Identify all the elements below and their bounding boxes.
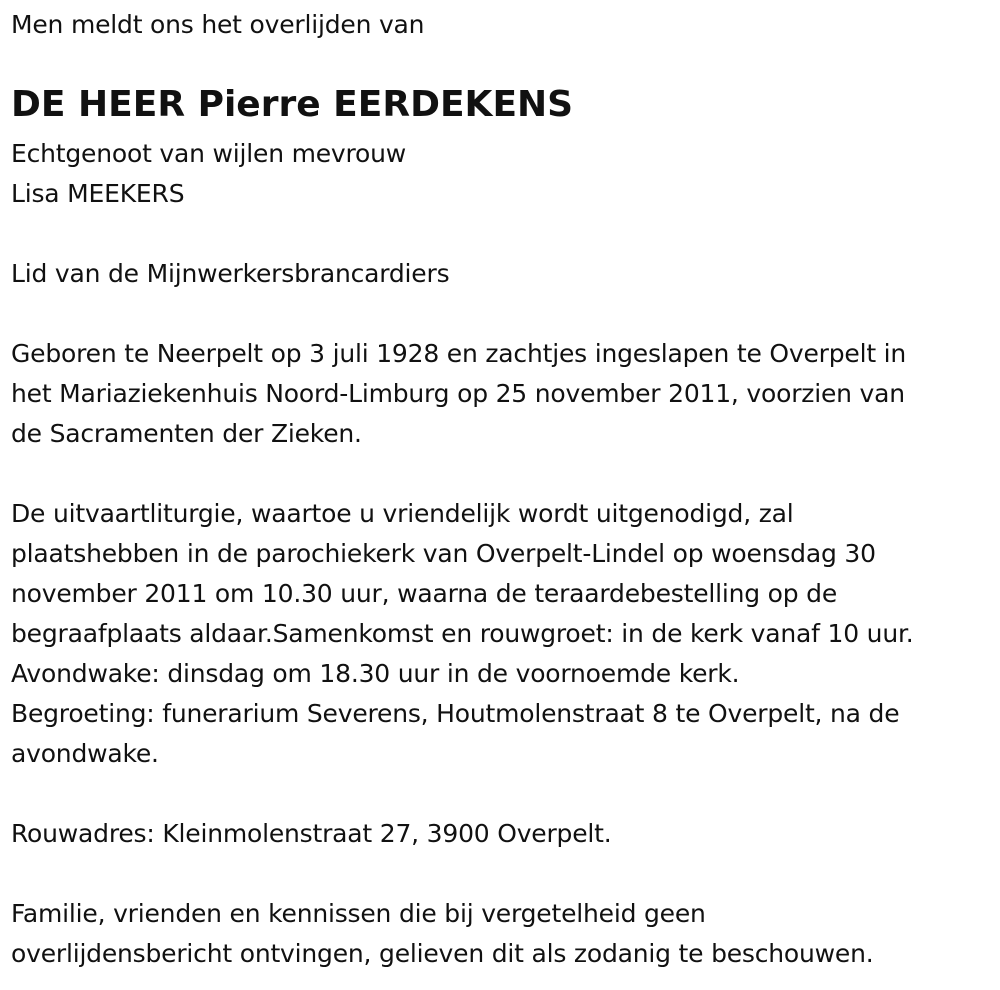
paragraph-line: plaatshebben in de parochiekerk van Overpelt-Lindel op woensdag 30 bbox=[11, 539, 876, 568]
paragraph-line: Avondwake: dinsdag om 18.30 uur in de voornoemde kerk. bbox=[11, 659, 740, 688]
paragraph-line: overlijdensbericht ontvingen, gelieven dit als zodanig te beschouwen. bbox=[11, 939, 874, 968]
spouse-block bbox=[11, 134, 406, 214]
membership-text: Lid van de Mijnwerkersbrancardiers bbox=[11, 259, 450, 288]
paragraph-line: het Mariaziekenhuis Noord-Limburg op 25 november 2011, voorzien van bbox=[11, 379, 905, 408]
paragraph-line: de Sacramenten der Zieken. bbox=[11, 419, 362, 448]
paragraph-line: begraafplaats aldaar.Samenkomst en rouwgroet: in de kerk vanaf 10 uur. bbox=[11, 619, 914, 648]
spouse-line: Echtgenoot van wijlen mevrouw bbox=[11, 139, 407, 168]
paragraph-line: De uitvaartliturgie, waartoe u vriendelijk wordt uitgenodigd, zal bbox=[11, 499, 794, 528]
membership-block bbox=[11, 254, 449, 294]
spouse-name: Lisa MEEKERS bbox=[11, 179, 185, 208]
deceased-name: DE HEER Pierre EERDEKENS bbox=[11, 84, 574, 125]
address-block bbox=[11, 814, 612, 854]
birth-death-paragraph bbox=[11, 334, 906, 454]
paragraph-line: avondwake. bbox=[11, 739, 159, 768]
paragraph-line: Begroeting: funerarium Severens, Houtmolenstraat 8 te Overpelt, na de bbox=[11, 699, 900, 728]
funeral-paragraph bbox=[11, 494, 914, 774]
paragraph-line: Familie, vrienden en kennissen die bij vergetelheid geen bbox=[11, 899, 706, 928]
mourning-address: Rouwadres: Kleinmolenstraat 27, 3900 Overpelt. bbox=[11, 819, 612, 848]
paragraph-line: november 2011 om 10.30 uur, waarna de teraardebestelling op de bbox=[11, 579, 838, 608]
closing-paragraph bbox=[11, 894, 874, 974]
intro-text: Men meldt ons het overlijden van bbox=[11, 10, 425, 39]
paragraph-line: Geboren te Neerpelt op 3 juli 1928 en zachtjes ingeslapen te Overpelt in bbox=[11, 339, 907, 368]
